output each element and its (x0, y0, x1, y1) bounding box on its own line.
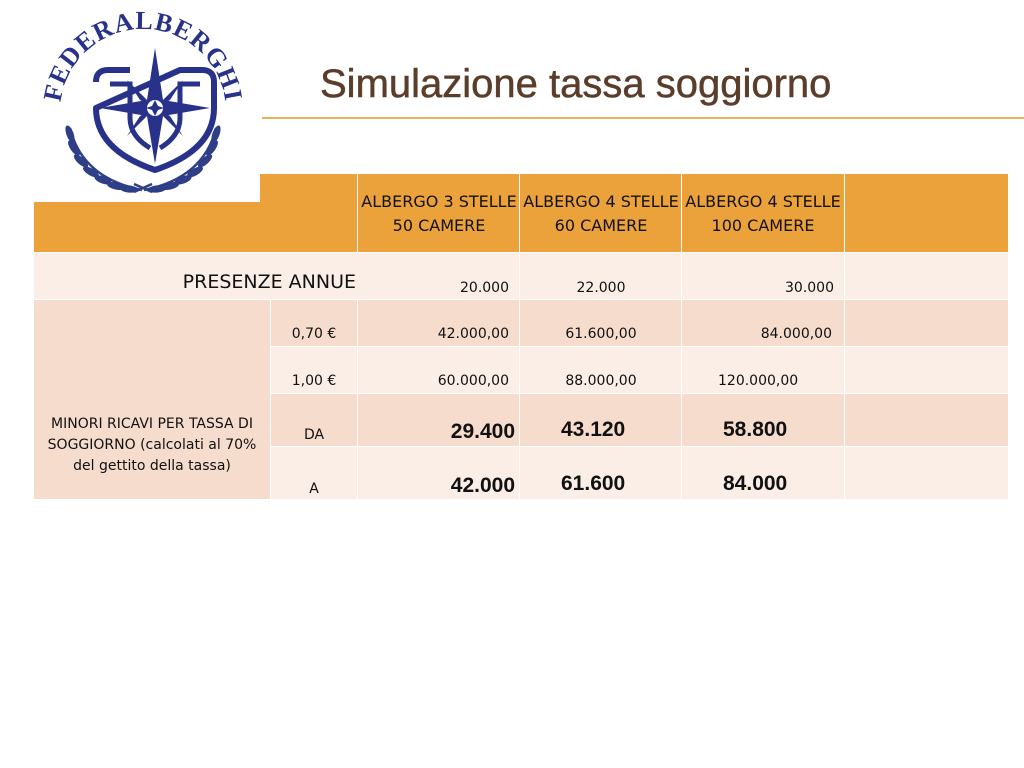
presenze-value: 20.000 (460, 280, 509, 296)
range-label-a: A (309, 481, 319, 497)
presenze-label: PRESENZE ANNUE (182, 271, 356, 293)
grid-line (270, 393, 1008, 394)
grid-line (270, 299, 271, 499)
grid-line (681, 174, 682, 499)
presenze-value: 30.000 (785, 280, 834, 296)
minori-ricavi-value: 43.120 (561, 418, 626, 441)
minori-ricavi-value: 29.400 (450, 420, 515, 443)
gettito-value: 88.000,00 (565, 373, 637, 389)
grid-line (844, 174, 845, 499)
column-header-albergo-4-100: ALBERGO 4 STELLE 100 CAMERE (685, 192, 841, 235)
minori-ricavi-value: 42.000 (450, 474, 515, 497)
gettito-value: 120.000,00 (718, 373, 799, 389)
gettito-value: 84.000,00 (760, 326, 832, 342)
grid-line (357, 299, 358, 499)
grid-line (519, 174, 520, 499)
tax-simulation-table (34, 174, 1008, 499)
gettito-value: 60.000,00 (437, 373, 509, 389)
column-header-albergo-3-50: ALBERGO 3 STELLE 50 CAMERE (361, 192, 517, 235)
presenze-value: 22.000 (576, 280, 626, 296)
grid-line (270, 446, 1008, 447)
rate-label: 0,70 € (291, 326, 337, 342)
grid-line (357, 174, 358, 252)
grid-line (34, 252, 1008, 253)
minori-ricavi-value: 61.600 (561, 472, 626, 495)
column-header-albergo-4-60: ALBERGO 4 STELLE 60 CAMERE (523, 192, 679, 235)
federalberghi-logo (34, 0, 260, 202)
minori-ricavi-value: 84.000 (723, 472, 788, 495)
svg-text:FEDERALBERGHI: FEDERALBERGHI (37, 5, 249, 104)
rate-label: 1,00 € (291, 373, 337, 389)
gettito-value: 61.600,00 (565, 326, 637, 342)
gettito-value: 42.000,00 (437, 326, 509, 342)
slide-title: Simulazione tassa soggiorno (320, 62, 832, 106)
range-label-da: DA (303, 427, 325, 443)
minori-ricavi-label: MINORI RICAVI PER TASSA DI SOGGIORNO (calcolati al 70% del gettito della tassa) (47, 416, 257, 474)
minori-ricavi-value: 58.800 (723, 418, 788, 441)
federalberghi-emblem-icon (34, 0, 260, 202)
title-divider (262, 117, 1024, 119)
grid-line (34, 299, 1008, 300)
grid-line (270, 346, 1008, 347)
